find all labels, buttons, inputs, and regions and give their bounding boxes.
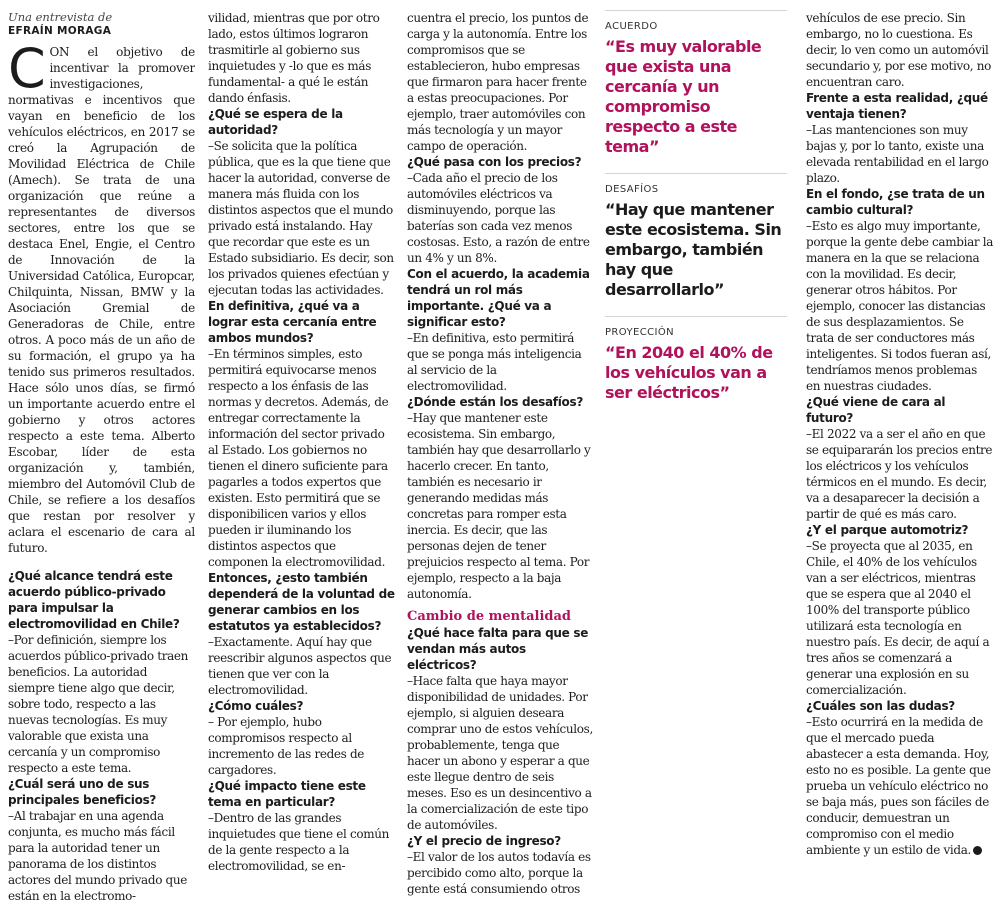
paragraph-text: ¿Cuáles son las dudas? [806, 699, 955, 713]
paragraph-text: ¿Cómo cuáles? [208, 699, 304, 713]
answer [208, 634, 396, 698]
paragraph-text: ¿Qué hace falta para que se vendan más autos eléctricos? [407, 626, 589, 672]
paragraph-text: ¿Qué pasa con los precios? [407, 155, 582, 169]
paragraph-text: vehículos de ese precio. Sin embargo, no lo cuestiona. Es decir, lo ven como un automóvil secundario y, por ese motivo, no encuentran caro. [806, 11, 991, 89]
question [208, 298, 396, 346]
kicker: Una entrevista de [8, 10, 113, 24]
end-mark-icon [973, 846, 982, 855]
pull-quote-box [605, 10, 787, 157]
paragraph-text: Frente a esta realidad, ¿qué ventaja tienen? [806, 91, 988, 121]
paragraph-text: –Se solicita que la política pública, que es la que tiene que hacer la autoridad, converse de manera más fluida con los distintos aspectos que el mundo privado está instalando. Hay que recordar que este es un Estado subsidiario. Es decir, son los privados quienes efectúan y ejecutan todas las actividades. [208, 139, 394, 297]
intro-paragraph [8, 37, 195, 556]
answer [806, 714, 994, 858]
question [806, 394, 994, 426]
answer [407, 330, 595, 394]
answer [8, 632, 195, 776]
answer [407, 673, 595, 833]
section-subheading [407, 608, 595, 625]
paragraph-text: –Dentro de las grandes inquietudes que tiene el común de la gente respecto a la electromovilidad, se en- [208, 811, 389, 873]
paragraph-text: –Por definición, siempre los acuerdos público-privado traen beneficios. La autoridad siempre tiene algo que decir, sobre todo, respecto a las nuevas tecnologías. Es muy valorable que exista una cercanía y un compromiso respecto a este tema. [8, 633, 189, 775]
author-name: EFRAÍN MORAGA [8, 25, 112, 37]
paragraph-text: –En términos simples, esto permitirá equivocarse menos respecto a los énfasis de las normas y decretos. Además, de entregar correctamente la información del sector privado al Estado. Los gobiernos no tienen el dinero suficiente para pagarles a todos expertos que existen. Esto permitirá que se disponibilicen varios y ellos pueden ir iluminando los distintos aspectos que componen la electromovilidad. [208, 347, 389, 569]
paragraph-text: –Exactamente. Aquí hay que reescribir algunos aspectos que tienen que ver con la electromovilidad. [208, 635, 392, 697]
column-2-body [208, 10, 396, 874]
answer [407, 849, 595, 897]
paragraph-text: cuentra el precio, los puntos de carga y la autonomía. Entre los compromisos que se establecieron, hubo empresas que firmaron para hacer frente a estas preocupaciones. Por ejemplo, traer automóviles con más tecnología y un mayor campo de operación. [407, 11, 589, 153]
answer [407, 410, 595, 602]
column-1-body [8, 568, 195, 904]
paragraph-text: Cambio de mentalidad [407, 609, 572, 624]
paragraph-text: ¿Y el precio de ingreso? [407, 834, 561, 848]
question [806, 698, 994, 714]
answer [8, 808, 195, 904]
paragraph-text: ¿Y el parque automotriz? [806, 523, 969, 537]
paragraph-text: –Cada año el precio de los automóviles eléctricos va disminuyendo, porque las baterías son cada vez menos costosas. Esto, a razón de entre un 4% y un 8%. [407, 171, 590, 265]
paragraph-text: En el fondo, ¿se trata de un cambio cultural? [806, 187, 985, 217]
question [407, 394, 595, 410]
answer [208, 138, 396, 298]
question [208, 778, 396, 810]
paragraph-text: ¿Qué se espera de la autoridad? [208, 107, 343, 137]
answer [208, 714, 396, 778]
pull-quote-box [605, 316, 787, 403]
paragraph-text: ¿Qué viene de cara al futuro? [806, 395, 946, 425]
paragraph-text: ¿Dónde están los desafíos? [407, 395, 583, 409]
answer [407, 170, 595, 266]
question [8, 568, 195, 632]
paragraph-text: –Hay que mantener este ecosistema. Sin embargo, también hay que desarrollarlo y hacerlo crecer. En tanto, también es necesario ir generando medidas más concretas para romper esta inercia. Es decir, que las personas dejen de tener prejuicios respecto al tema. Por ejemplo, respecto a la baja autonomía. [407, 411, 591, 601]
question [806, 522, 994, 538]
paragraph-text: –Esto es algo muy importante, porque la gente debe cambiar la manera en la que se relaciona con la movilidad. Es decir, generar otros hábitos. Por ejemplo, conocer las distancias de sus desplazamientos. Se trata de ser conductores más inteligentes. Si todos fueran así, tendríamos menos problemas en nuestras ciudades. [806, 219, 994, 393]
answer [806, 10, 994, 90]
intro-text: ON el objetivo de incentivar la promover investigaciones, normativas e incentivos que vayan en beneficio de los vehículos eléctricos, en 2017 se creó la Agrupación de Movilidad Eléctrica de Chile (Amech). Se trata de una organización que reúne a representantes de diversos sectores, entre los que se destaca Enel, Engie, el Centro de Innovación de la Universidad Católica, Europcar, Chilquinta, Nissan, BMW y la Asociación Gremial de Generadoras de Chile, entre otros. A poco más de un año de su formación, el grupo ya ha tenido sus primeros resultados. Hace sólo unos días, se firmó un importante acuerdo entre el gobierno y otros actores respecto a este tema. Alberto Escobar, líder de esta organización y, también, miembro del Automóvil Club de Chile, se refiere a los desafíos que restan por resolver y aclara el escenario de cara al futuro. [8, 45, 195, 555]
answer [208, 810, 396, 874]
paragraph-text: ¿Cuál será uno de sus principales beneficios? [8, 777, 157, 807]
paragraph-text: ¿Qué impacto tiene este tema en particular? [208, 779, 366, 809]
drop-cap: C [8, 37, 46, 100]
paragraph-text: –En definitiva, esto permitirá que se ponga más inteligencia al servicio de la electromovilidad. [407, 331, 582, 393]
pull-quote-label: DESAFÍOS [605, 184, 659, 195]
column-3-body [407, 10, 595, 897]
paragraph-text: –Hace falta que haya mayor disponibilidad de unidades. Por ejemplo, si alguien deseara comprar uno de estos vehículos, probablemente, tenga que hacer un abono y esperar a que este llegue dentro de seis meses. Eso es un desincentivo a la comercialización de este tipo de automóviles. [407, 674, 593, 832]
question [806, 90, 994, 122]
pull-quote-box [605, 173, 787, 300]
question [407, 154, 595, 170]
paragraph-text: –Se proyecta que al 2035, en Chile, el 40% de los vehículos van a ser eléctricos, mientras que se espera que al 2040 el 100% del transporte público utilizará esta tecnología en nuestro país. Es decir, de aquí a tres años se comenzará a generar una explosión en su comercialización. [806, 539, 990, 697]
answer [208, 346, 396, 570]
pull-quote-label: PROYECCIÓN [605, 327, 674, 338]
pull-quote: “Es muy valorable que exista una cercanía y un compromiso respecto a este tema” [605, 37, 762, 156]
paragraph-text: –El valor de los autos todavía es percibido como alto, porque la gente está consumiendo otros [407, 850, 591, 896]
pull-quote-label: ACUERDO [605, 21, 658, 32]
answer [208, 10, 396, 106]
paragraph-text: ¿Qué alcance tendrá este acuerdo público-privado para impulsar la electromovilidad en Chile? [8, 569, 180, 631]
column-5 [806, 10, 994, 858]
paragraph-text: –Las mantenciones son muy bajas y, por lo tanto, existe una elevada rentabilidad en el largo plazo. [806, 123, 989, 185]
paragraph-text: –Esto ocurrirá en la medida de que el mercado pueda abastecer a esta demanda. Hoy, esto no es posible. La gente que prueba un vehículo eléctrico no se baja más, pues son fáciles de conducir, demuestran un compromiso con el medio ambiente y un estilo de vida. [806, 715, 991, 857]
sidebar-body [605, 10, 787, 403]
pull-quote: “En 2040 el 40% de los vehículos van a ser eléctricos” [605, 343, 773, 402]
paragraph-text: Con el acuerdo, la academia tendrá un rol más importante. ¿Qué va a significar esto? [407, 267, 590, 329]
paragraph-text: –Al trabajar en una agenda conjunta, es mucho más fácil para la autoridad tener un panorama de los distintos actores del mundo privado que están en la electromo- [8, 809, 187, 903]
column-3 [407, 10, 595, 897]
column-5-body [806, 10, 994, 858]
paragraph-text: En definitiva, ¿qué va a lograr esta cercanía entre ambos mundos? [208, 299, 377, 345]
paragraph-text: –El 2022 va a ser el año en que se equipararán los precios entre los eléctricos y los vehículos térmicos en el mundo. Es decir, va a desaparecer la decisión a partir de qué es más caro. [806, 427, 993, 521]
answer [806, 538, 994, 698]
question [8, 776, 195, 808]
question [806, 186, 994, 218]
question [208, 698, 396, 714]
answer [806, 122, 994, 186]
answer [806, 218, 994, 394]
paragraph-text: vilidad, mientras que por otro lado, estos últimos lograron trasmitirle al gobierno sus inquietudes y -lo que es más fundamental- a qué le están dando énfasis. [208, 11, 380, 105]
column-1 [8, 10, 195, 904]
column-2 [208, 10, 396, 874]
question [407, 625, 595, 673]
sidebar-quotes [605, 10, 787, 403]
answer [806, 426, 994, 522]
question [407, 266, 595, 330]
question [208, 106, 396, 138]
paragraph-text: – Por ejemplo, hubo compromisos respecto al incremento de las redes de cargadores. [208, 715, 365, 777]
pull-quote: “Hay que mantener este ecosistema. Sin embargo, también hay que desarrollarlo” [605, 200, 782, 299]
question [407, 833, 595, 849]
paragraph-text: Entonces, ¿esto también dependerá de la voluntad de generar cambios en los estatutos ya establecidos? [208, 571, 395, 633]
question [208, 570, 396, 634]
answer [407, 10, 595, 154]
